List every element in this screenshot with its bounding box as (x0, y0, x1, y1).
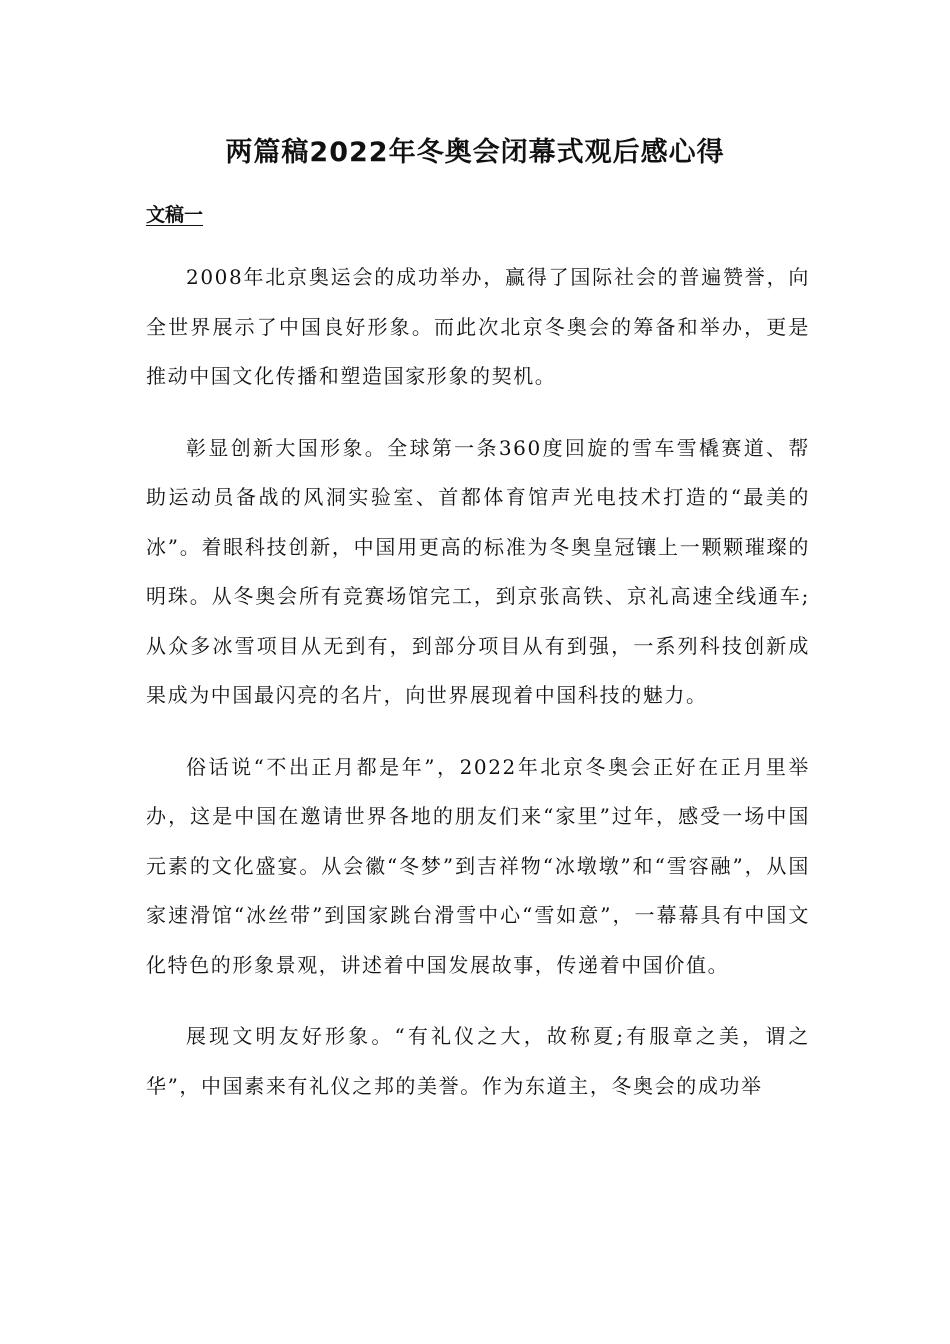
paragraph-4: 展现文明友好形象。“有礼仪之大，故称夏;有服章之美，谓之华”，中国素来有礼仪之邦的美誉。作为东道主，冬奥会的成功举 (146, 1024, 810, 1098)
document-title: 两篇稿2022年冬奥会闭幕式观后感心得 (225, 137, 725, 168)
paragraph-1: 2008年北京奥运会的成功举办，赢得了国际社会的普遍赞誉，向全世界展示了中国良好形象。而此次北京冬奥会的筹备和举办，更是推动中国文化传播和塑造国家形象的契机。 (146, 265, 810, 388)
paragraph-2: 彰显创新大国形象。全球第一条360度回旋的雪车雪橇赛道、帮助运动员备战的风洞实验室、首都体育馆声光电技术打造的“最美的冰”。着眼科技创新，中国用更高的标准为冬奥皇冠镶上一颗颗璀璨的明珠。从冬奥会所有竞赛场馆完工，到京张高铁、京礼高速全线通车;从众多冰雪项目从无到有，到部分项目从有到强，一系列科技创新成果成为中国最闪亮的名片，向世界展现着中国科技的魅力。 (146, 435, 810, 707)
paragraph-3: 俗话说“不出正月都是年”，2022年北京冬奥会正好在正月里举办，这是中国在邀请世界各地的朋友们来“家里”过年，感受一场中国元素的文化盛宴。从会徽“冬梦”到吉祥物“冰墩墩”和“雪容融”，从国家速滑馆“冰丝带”到国家跳台滑雪中心“雪如意”，一幕幕具有中国文化特色的形象景观，讲述着中国发展故事，传递着中国价值。 (146, 754, 810, 977)
document-body (146, 253, 810, 1133)
section-heading: 文稿一 (146, 204, 204, 226)
